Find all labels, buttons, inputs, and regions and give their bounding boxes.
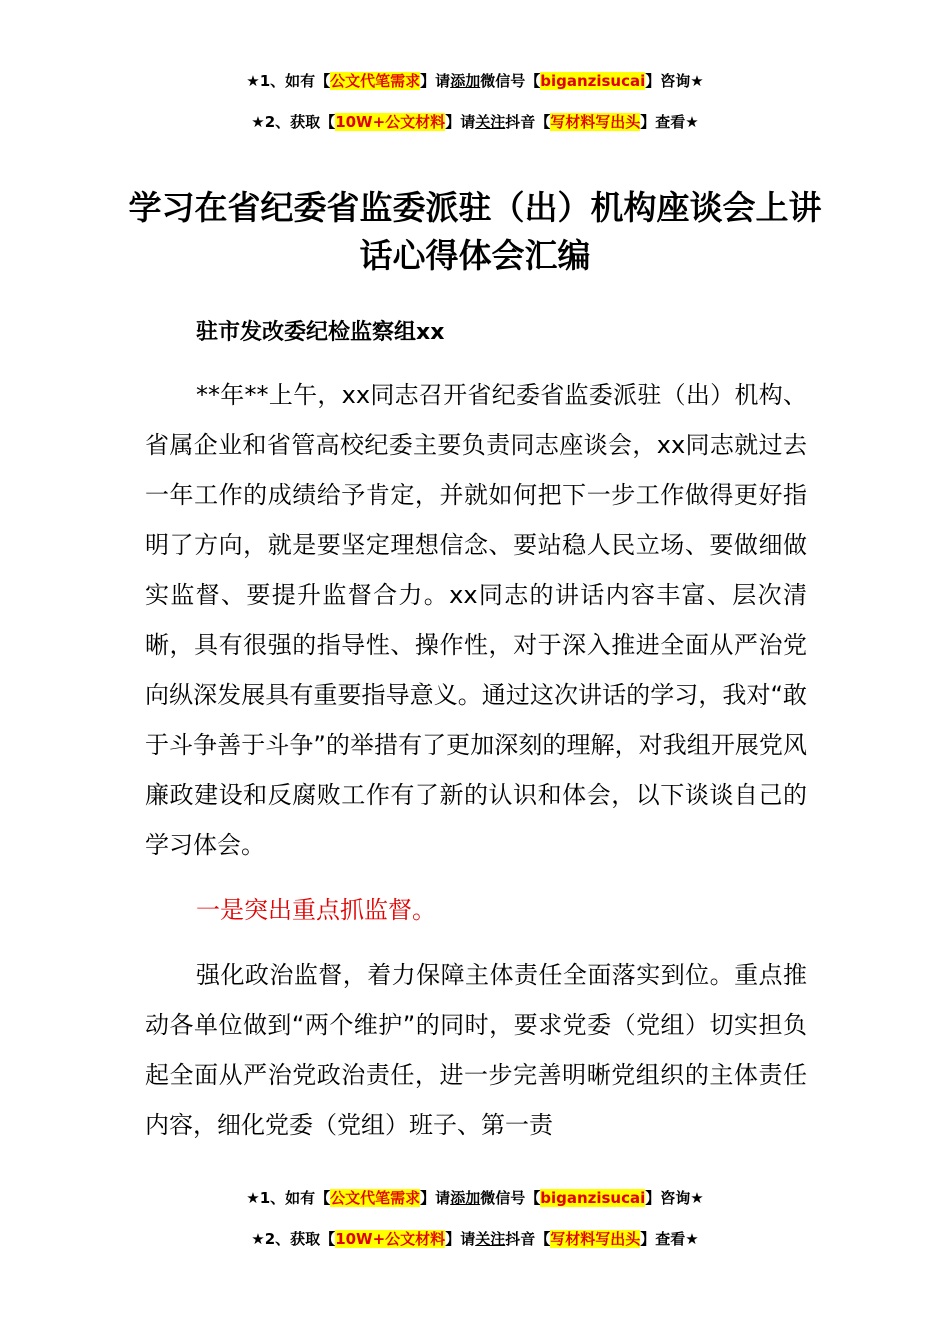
section-heading-1: 一是突出重点抓监督。 [196,896,436,924]
promo-text: 微信号【 [480,72,541,90]
promo-text: 微信号【 [480,1189,541,1207]
promo-highlight: 公文代笔需求 [330,72,421,90]
promo-wechat-id: biganzisucai [540,1189,646,1207]
promo-text: ★1、如有【 [246,1189,331,1207]
promo-footer-line-1 [0,1187,950,1209]
promo-text: ★2、获取【 [251,113,336,131]
promo-highlight: 10W+公文材料 [335,113,446,131]
promo-text: ★1、如有【 [246,72,331,90]
body-paragraph-1: **年**上午，xx同志召开省纪委省监委派驻（出）机构、省属企业和省管高校纪委主要负责同志座谈会，xx同志就过去一年工作的成绩给予肯定，并就如何把下一步工作做得更好指明了方向，就是要坚定理想信念、要站稳人民立场、要做细做实监督、要提升监督合力。xx同志的讲话内容丰富、层次清晰，具有很强的指导性、操作性，对于深入推进全面从严治党向纵深发展具有重要指导意义。通过这次讲话的学习，我对“敢于斗争善于斗争”的举措有了更加深刻的理解，对我组开展党风廉政建设和反腐败工作有了新的认识和体会，以下谈谈自己的学习体会。 [145,381,807,859]
promo-underline: 关注 [475,1230,506,1248]
promo-underline: 添加 [450,72,481,90]
promo-wechat-id: biganzisucai [540,72,646,90]
promo-header-line-2 [0,111,950,133]
promo-underline: 关注 [475,113,506,131]
promo-header-line-1 [0,70,950,92]
promo-text: 】查看★ [640,113,699,131]
promo-text: 】咨询★ [645,72,704,90]
promo-text: 】查看★ [640,1230,699,1248]
promo-text: 抖音【 [505,1230,551,1248]
promo-text: 】请 [420,1189,451,1207]
body-paragraph-2: 强化政治监督，着力保障主体责任全面落实到位。重点推动各单位做到“两个维护”的同时，要求党委（党组）切实担负起全面从严治党政治责任，进一步完善明晰党组织的主体责任内容，细化党委（党组）班子、第一责 [145,961,807,1139]
promo-text: 】请 [445,1230,476,1248]
promo-text: 抖音【 [505,113,551,131]
promo-underline: 添加 [450,1189,481,1207]
promo-text: 】咨询★ [645,1189,704,1207]
promo-douyin-id: 写材料写出头 [550,113,641,131]
document-title: 学习在省纪委省监委派驻（出）机构座谈会上讲话心得体会汇编 [128,188,822,275]
promo-text: 】请 [445,113,476,131]
promo-footer-line-2 [0,1228,950,1250]
promo-text: ★2、获取【 [251,1230,336,1248]
promo-text: 】请 [420,72,451,90]
document-author: 驻市发改委纪检监察组xx [196,320,445,345]
promo-highlight: 10W+公文材料 [335,1230,446,1248]
promo-highlight: 公文代笔需求 [330,1189,421,1207]
promo-douyin-id: 写材料写出头 [550,1230,641,1248]
